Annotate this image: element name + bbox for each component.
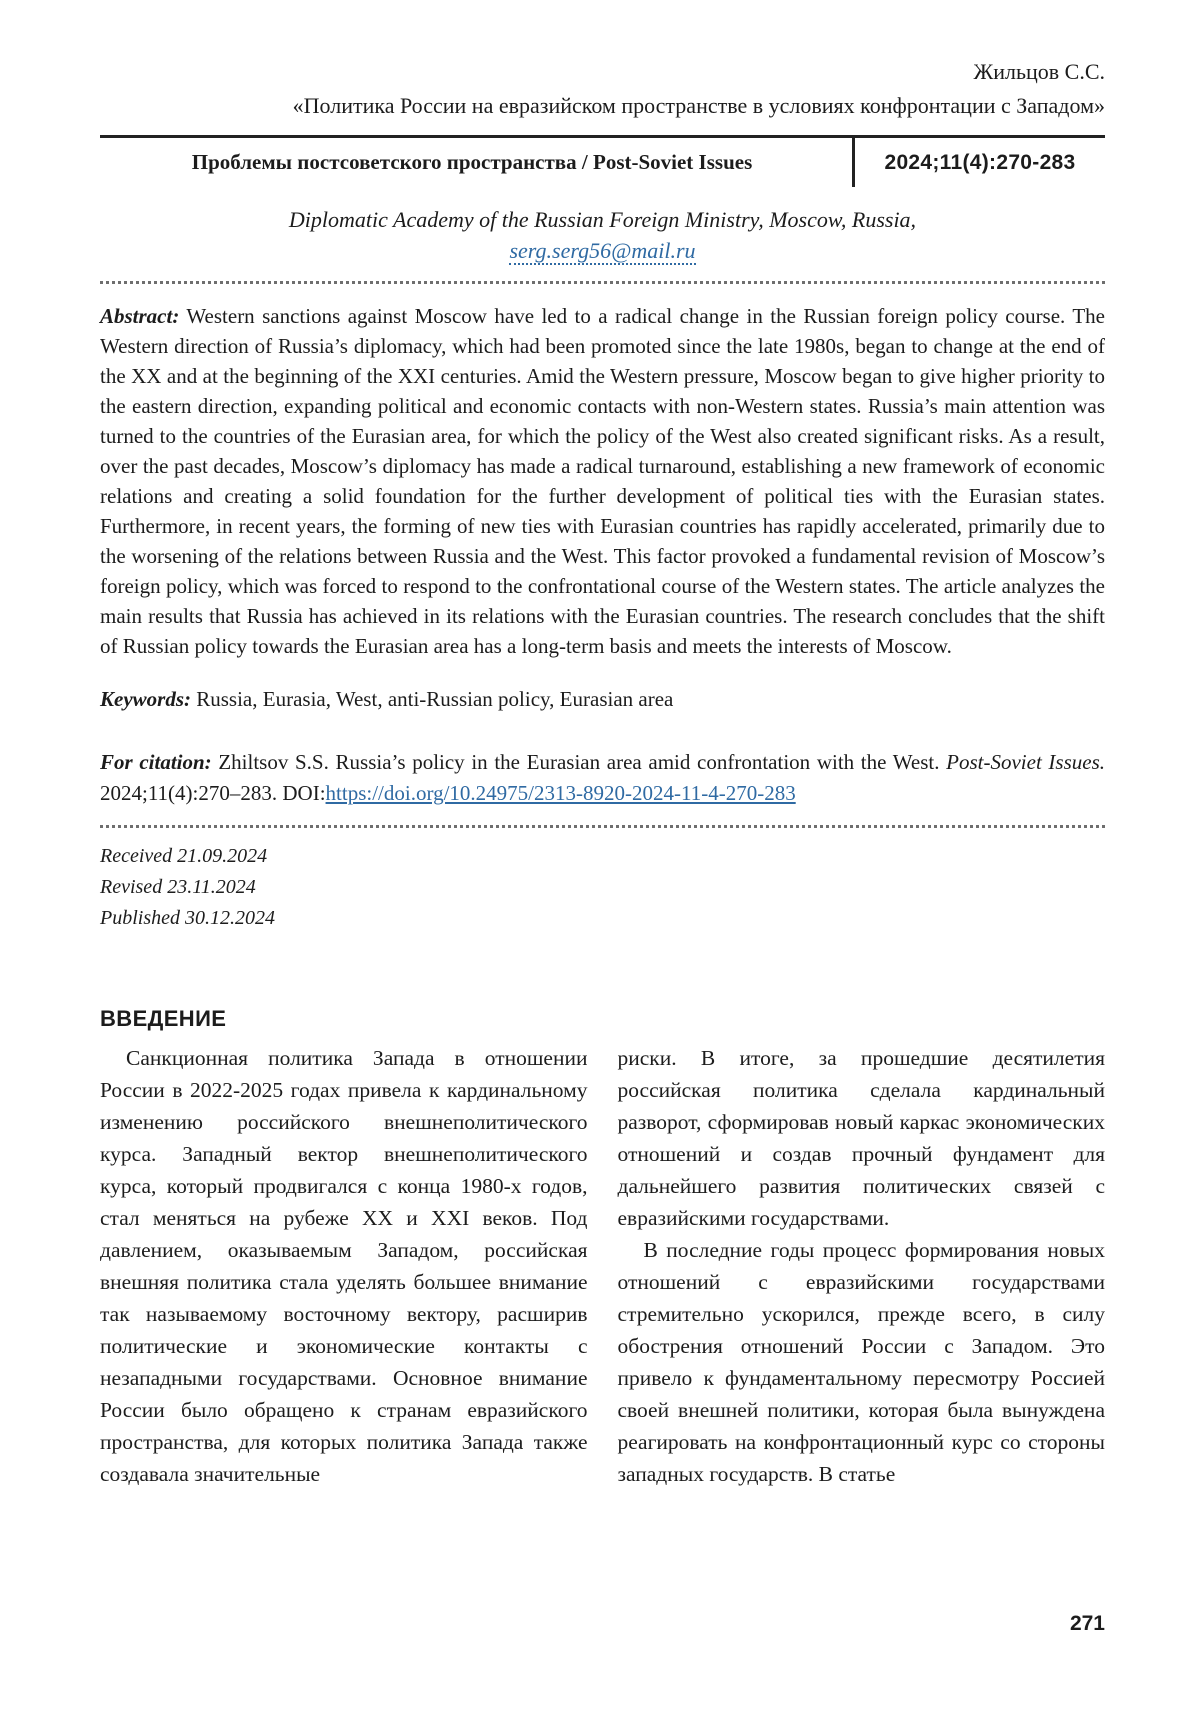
abstract-text: Western sanctions against Moscow have led to a radical change in the Russian foreign policy course. The Western direction of Russia’s diplomacy, which had been promoted since the late 1980s, began to change at the end of the XX and at the beginning of the XXI centuries. Amid the Western pressure, Moscow began to give higher priority to the eastern direction, expanding political and economic contacts with non-Western states. Russia’s main attention was turned to the countries of the Eurasian area, for which the policy of the West also created significant risks. As a result, over the past decades, Moscow’s diplomacy has made a radical turnaround, establishing a new framework of economic relations and creating a solid foundation for the further development of political ties with the Eurasian states. Furthermore, in recent years, the forming of new ties with Eurasian countries has rapidly accelerated, primarily due to the worsening of the relations between Russia and the West. This factor provoked a fundamental revision of Moscow’s foreign policy, which was forced to respond to the confrontational course of the Western states. The article analyzes the main results that Russia has achieved in its relations with the Eurasian countries. The research concludes that the shift of Russian policy towards the Eurasian area has a long-term basis and meets the interests of Moscow. xyxy=(100,304,1106,658)
page-number: 271 xyxy=(1069,1612,1105,1635)
abstract-paragraph xyxy=(100,301,1105,661)
date-published: Published 30.12.2024 xyxy=(100,907,275,929)
author-email-link[interactable]: serg.serg56@mail.ru xyxy=(509,238,696,263)
journal-name: Проблемы постсоветского пространства / Post-Soviet Issues xyxy=(191,150,753,174)
keywords-text: Russia, Eurasia, West, anti-Russian policy, Eurasian area xyxy=(196,687,674,711)
citation-label: For citation: xyxy=(100,750,212,774)
left-column xyxy=(100,1042,588,1490)
citation-text: Zhiltsov S.S. Russia’s policy in the Eurasian area amid confrontation with the West. xyxy=(218,750,940,774)
intro-paragraph-1-continued: риски. В итоге, за прошедшие десятилетия российская политика сделала кардинальный разворот, сформировав новый каркас экономических отношений и создав прочный фундамент для дальнейшего развития политических связей с евразийскими государствами. xyxy=(617,1046,1105,1230)
dotted-divider-bottom xyxy=(100,825,1105,828)
running-head-article-title: «Политика России на евразийском пространстве в условиях конфронтации с Западом» xyxy=(292,93,1105,118)
abstract-label: Abstract: xyxy=(100,304,180,328)
journal-issue-info: 2024;11(4):270-283 xyxy=(884,150,1076,174)
keywords-label: Keywords: xyxy=(100,687,191,711)
doi-link[interactable]: https://doi.org/10.24975/2313-8920-2024-11-4-270-283 xyxy=(325,781,796,805)
citation-paragraph xyxy=(100,747,1105,809)
citation-issue-doi: 2024;11(4):270–283. DOI: xyxy=(100,781,326,805)
introduction-heading: ВВЕДЕНИЕ xyxy=(100,1006,227,1031)
intro-paragraph-2: В последние годы процесс формирования новых отношений с евразийскими государствами стремительно ускорился, прежде всего, в силу обострения отношений России с Западом. Это привело к фундаментальному пересмотру Россией своей внешней политики, которая была вынуждена реагировать на конфронтационный курс со стороны западных государств. В статье xyxy=(617,1238,1105,1486)
right-column xyxy=(618,1042,1106,1490)
article-dates xyxy=(100,841,1105,934)
running-head xyxy=(100,56,1105,121)
date-revised: Revised 23.11.2024 xyxy=(100,876,256,898)
journal-bar xyxy=(100,138,1105,187)
dotted-divider-top xyxy=(100,281,1105,284)
two-column-body xyxy=(100,1042,1105,1490)
email-row xyxy=(100,238,1105,264)
citation-journal: Post-Soviet Issues. xyxy=(946,750,1106,774)
affiliation: Diplomatic Academy of the Russian Foreign Ministry, Moscow, Russia, xyxy=(288,207,917,232)
date-received: Received 21.09.2024 xyxy=(100,845,268,867)
running-head-author: Жильцов С.С. xyxy=(973,59,1105,84)
keywords-paragraph xyxy=(100,684,1105,714)
intro-paragraph-1: Санкционная политика Запада в отношении России в 2022-2025 годах привела к кардинальному изменению российского внешнеполитического курса. Западный вектор внешнеполитического курса, который продвигался с конца 1980-х годов, стал меняться на рубеже XX и XXI веков. Под давлением, оказываемым Западом, российская внешняя политика стала уделять большее внимание так называемому восточному вектору, расширив политические и экономические контакты с незападными государствами. Основное внимание России было обращено к странам евразийского пространства, для которых политика Запада также создавала значительные xyxy=(100,1046,588,1486)
